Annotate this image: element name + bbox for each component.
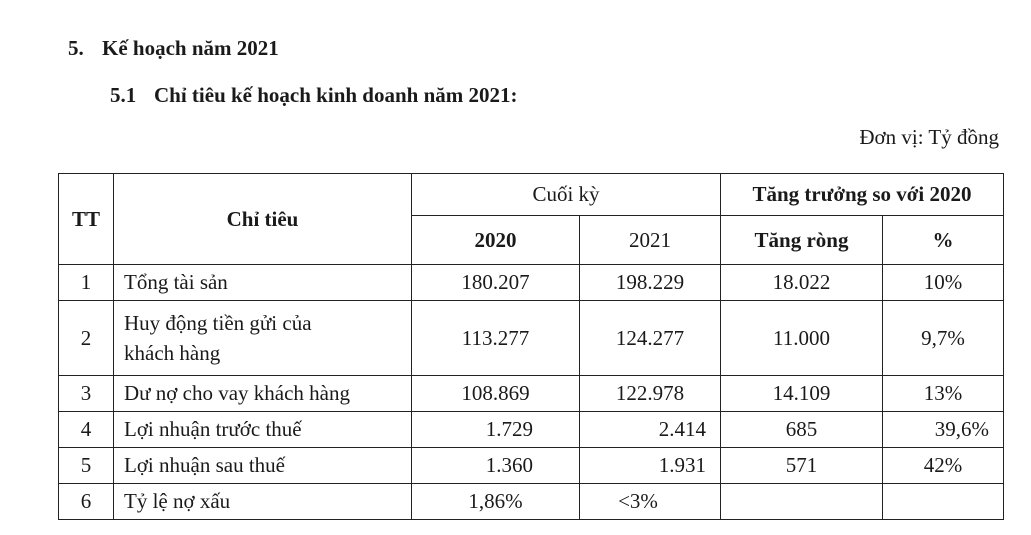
cell-2021: <3%: [580, 484, 721, 520]
cell-pct: 39,6%: [883, 412, 1004, 448]
cell-pct: 9,7%: [883, 301, 1004, 376]
table-row: [59, 412, 1004, 448]
cell-net: 11.000: [721, 301, 883, 376]
cell-name: Lợi nhuận sau thuế: [114, 448, 412, 484]
subsection-number: 5.1: [110, 83, 137, 107]
header-row-1: [59, 174, 1004, 216]
business-plan-table: [58, 173, 1004, 520]
subsection-title: Chỉ tiêu kế hoạch kinh doanh năm 2021:: [154, 83, 518, 107]
cell-tt: 4: [59, 412, 114, 448]
cell-2020: 1.360: [412, 448, 580, 484]
table-row: [59, 301, 1004, 376]
cell-net: 14.109: [721, 376, 883, 412]
cell-tt: 3: [59, 376, 114, 412]
header-chi-tieu: Chỉ tiêu: [114, 174, 412, 265]
unit-label: Đơn vị: Tỷ đồng: [859, 125, 999, 149]
header-2020: 2020: [412, 216, 580, 265]
cell-name: Lợi nhuận trước thuế: [114, 412, 412, 448]
cell-name: Dư nợ cho vay khách hàng: [114, 376, 412, 412]
cell-2020: 108.869: [412, 376, 580, 412]
cell-pct: 42%: [883, 448, 1004, 484]
cell-tt: 6: [59, 484, 114, 520]
cell-pct: [883, 484, 1004, 520]
cell-2020: 1.729: [412, 412, 580, 448]
table-row: [59, 448, 1004, 484]
cell-tt: 2: [59, 301, 114, 376]
cell-2020: 113.277: [412, 301, 580, 376]
subsection-heading: [110, 83, 518, 108]
cell-net: 18.022: [721, 265, 883, 301]
cell-pct: 13%: [883, 376, 1004, 412]
table-row: [59, 265, 1004, 301]
section-title: Kế hoạch năm 2021: [102, 36, 279, 60]
header-cuoi-ky: Cuối kỳ: [412, 174, 721, 216]
cell-2020: 180.207: [412, 265, 580, 301]
cell-pct: 10%: [883, 265, 1004, 301]
header-pct: %: [883, 216, 1004, 265]
cell-2020: 1,86%: [412, 484, 580, 520]
cell-net: [721, 484, 883, 520]
cell-name: Tỷ lệ nợ xấu: [114, 484, 412, 520]
section-number: 5.: [68, 36, 84, 60]
cell-2021: 1.931: [580, 448, 721, 484]
cell-tt: 5: [59, 448, 114, 484]
cell-net: 571: [721, 448, 883, 484]
cell-net: 685: [721, 412, 883, 448]
section-heading: [68, 36, 279, 61]
header-tang-rong: Tăng ròng: [721, 216, 883, 265]
header-tang-truong: Tăng trưởng so với 2020: [721, 174, 1004, 216]
cell-2021: 198.229: [580, 265, 721, 301]
header-tt: TT: [59, 174, 114, 265]
header-2021: 2021: [580, 216, 721, 265]
cell-tt: 1: [59, 265, 114, 301]
cell-name: Huy động tiền gửi của khách hàng: [114, 301, 412, 376]
table-row: [59, 376, 1004, 412]
cell-2021: 124.277: [580, 301, 721, 376]
table-row: [59, 484, 1004, 520]
cell-2021: 122.978: [580, 376, 721, 412]
cell-name: Tổng tài sản: [114, 265, 412, 301]
cell-2021: 2.414: [580, 412, 721, 448]
